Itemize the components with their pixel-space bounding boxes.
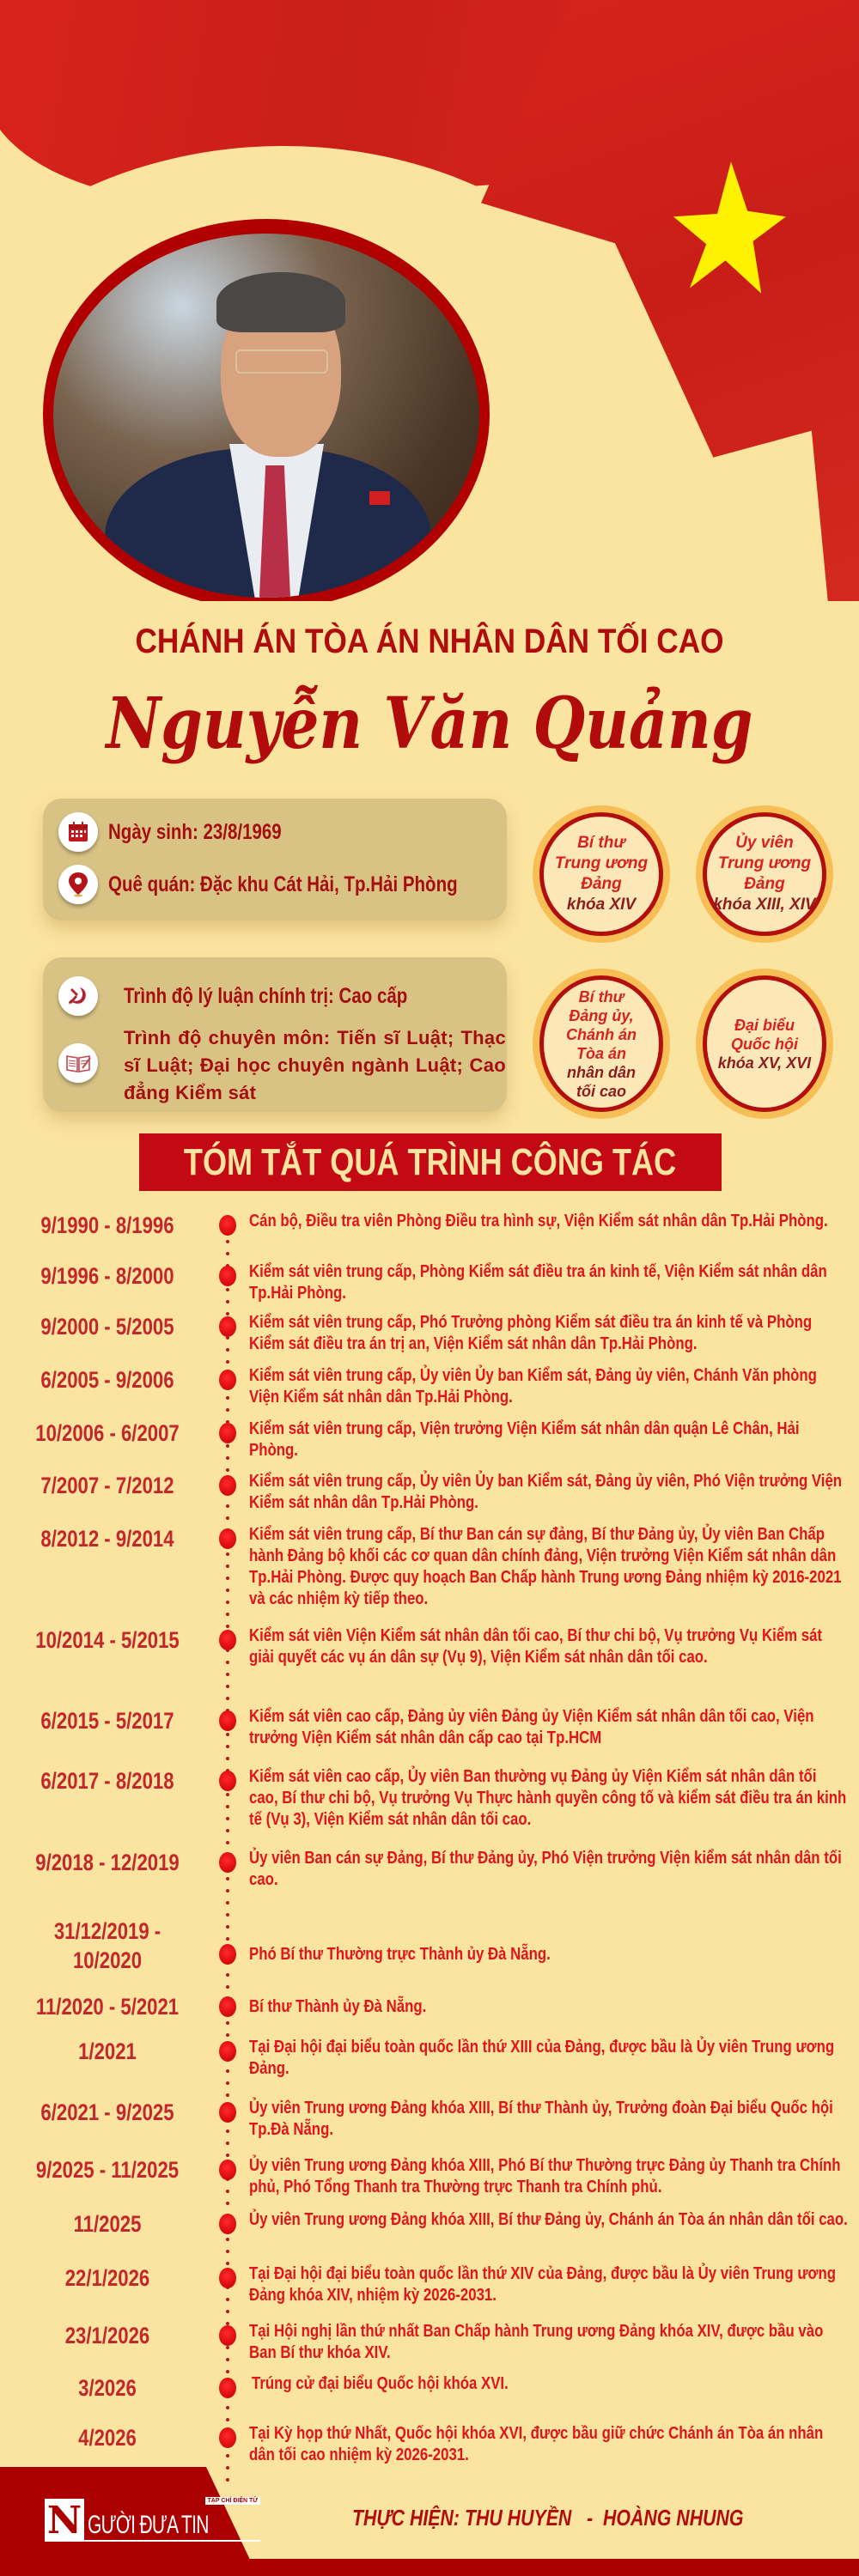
timeline-description: Tại Kỳ họp thứ Nhất, Quốc hội khóa XVI, được bầu giữ chức Chánh án Tòa án nhân dân tối cao nhiệm kỳ 2026-2031. [249, 2424, 824, 2464]
timeline-dot-icon [219, 1852, 236, 1873]
timeline-description: Ủy viên Ban cán sự Đảng, Bí thư Đảng ủy, Phó Viện trưởng Viện kiểm sát nhân dân tối cao. [249, 1849, 842, 1889]
timeline-description: Kiểm sát viên trung cấp, Phó Trưởng phòng Kiểm sát điều tra án kinh tế và Phòng Kiểm sát điều tra án trị an, Viện Kiểm sát nhân dân Tp.Hải Phòng. [249, 1313, 813, 1353]
timeline-date: 9/1996 - 8/2000 [40, 1263, 174, 1289]
birth-date: Ngày sinh: 23/8/1969 [108, 819, 282, 844]
badge-line: Đảng ủy, [569, 1006, 634, 1024]
timeline-dot-icon [219, 2214, 236, 2234]
logo-tagline: TẠP CHÍ ĐIỆN TỬ [205, 2497, 261, 2505]
hero-banner [0, 0, 859, 601]
timeline-date: 6/2021 - 9/2025 [40, 2099, 174, 2125]
timeline-dot-icon [219, 2325, 236, 2346]
badge-inner [539, 975, 663, 1112]
portrait-hair [216, 272, 345, 332]
timeline-date: 10/2014 - 5/2015 [35, 1627, 180, 1653]
badge-inner [703, 812, 826, 936]
timeline-dot-icon [219, 1475, 236, 1496]
flag-pin-icon [369, 491, 390, 505]
timeline-dot-icon [219, 1996, 236, 2017]
timeline-description: Tại Hội nghị lần thứ nhất Ban Chấp hành Trung ương Đảng khóa XIV, được bầu vào Ban Bí thư khóa XIV. [249, 2322, 824, 2362]
timeline-description: Ủy viên Trung ương Đảng khóa XIII, Bí thư Thành ủy, Trưởng đoàn Đại biểu Quốc hội Tp.Đà Nẵng. [249, 2099, 833, 2139]
timeline-description: Kiểm sát viên trung cấp, Ủy viên Ủy ban Kiểm sát, Đảng ủy viên, Phó Viện trưởng Viện Kiểm sát nhân dân Tp.Hải Phòng. [249, 1472, 843, 1512]
timeline-dot-icon [219, 1944, 236, 1965]
timeline-description: Tại Đại hội đại biểu toàn quốc lần thứ XIV của Đảng, được bầu là Ủy viên Trung ương Đảng khóa XIV, nhiệm kỳ 2026-2031. [249, 2264, 836, 2305]
timeline-date: 9/1990 - 8/1996 [40, 1212, 174, 1238]
qualification-panel [43, 957, 507, 1112]
badge-line: Chánh án [565, 1025, 637, 1043]
hometown-row [58, 865, 534, 904]
badge-line: Ủy viên [735, 834, 794, 852]
hammer-sickle-icon [58, 976, 98, 1016]
education-row [58, 1024, 506, 1107]
badge-line: Trung ương [554, 854, 649, 872]
badge-term: khóa XIII, XIV [713, 896, 816, 914]
timeline-date: 23/1/2026 [64, 2323, 150, 2348]
timeline-description: Trúng cử đại biểu Quốc hội khóa XVI. [252, 2374, 509, 2393]
badge-line: Trung ương [717, 854, 812, 872]
timeline-description: Cán bộ, Điều tra viên Phòng Điều tra hình sự, Viện Kiểm sát nhân dân Tp.Hải Phòng. [249, 1212, 828, 1230]
section-title: TÓM TẮT QUÁ TRÌNH CÔNG TÁC [184, 1140, 677, 1183]
timeline-dot-icon [219, 1528, 236, 1549]
timeline-description: Kiểm sát viên trung cấp, Ủy viên Ủy ban Kiểm sát, Đảng ủy viên, Chánh Văn phòng Viện Kiểm sát nhân dân Tp.Hải Phòng. [249, 1366, 817, 1406]
timeline-description: Kiểm sát viên trung cấp, Viện trưởng Viện Kiểm sát nhân dân quận Lê Chân, Hải Phòng. [249, 1419, 800, 1460]
badge-line: nhân dân [567, 1063, 636, 1081]
timeline-dot-icon [219, 1266, 236, 1286]
timeline-dot-icon [219, 2268, 236, 2288]
timeline-date: 6/2015 - 5/2017 [40, 1708, 174, 1734]
timeline-date: 3/2026 [78, 2375, 137, 2401]
badge-national-assembly [696, 969, 833, 1119]
timeline-description: Kiểm sát viên trung cấp, Bí thư Ban cán sự đảng, Bí thư Đảng ủy, Ủy viên Ban Chấp hành Đảng bộ khối các cơ quan dân chính đảng, Viện trưởng Viện Kiểm sát nhân dân Tp.Hải Phòng. Được quy hoạch Ban Chấp hành Trung ương Đảng nhiệm kỳ 2016-2021 và các nhiệm kỳ tiếp theo. [249, 1525, 842, 1608]
timeline-date: 10/2006 - 6/2007 [35, 1420, 180, 1446]
timeline-dot-icon [219, 1316, 236, 1337]
open-book-icon [58, 1043, 98, 1083]
badge-central-committee [696, 805, 833, 943]
timeline-dot-icon [219, 1215, 236, 1236]
education-level: Trình độ chuyên môn: Tiến sĩ Luật; Thạc sĩ Luật; Đại học chuyên ngành Luật; Cao đẳng Kiểm sát [124, 1027, 506, 1103]
person-name: Nguyễn Văn Quảng [106, 683, 753, 765]
timeline-dot-icon [219, 2427, 236, 2448]
timeline-description: Kiểm sát viên Viện Kiểm sát nhân dân tối cao, Bí thư chi bộ, Vụ trưởng Vụ Kiểm sát giải quyết các vụ án dân sự (Vụ 9), Viện Kiểm sát nhân dân tối cao. [249, 1626, 823, 1667]
badge-line: tối cao [576, 1082, 626, 1100]
badge-line: Đảng [581, 875, 622, 893]
timeline-date: 7/2007 - 7/2012 [40, 1473, 174, 1498]
badge-line: Quốc hội [731, 1035, 798, 1053]
publisher-logo[interactable] [45, 2499, 260, 2542]
timeline-dot-icon [219, 1370, 236, 1390]
timeline-dot-icon [219, 2378, 236, 2398]
birth-row [58, 812, 320, 852]
badge-inner [703, 975, 826, 1112]
timeline-date: 9/2025 - 11/2025 [35, 2157, 180, 2183]
timeline-dot-icon [219, 1423, 236, 1443]
timeline-description: Ủy viên Trung ương Đảng khóa XIII, Bí thư Đảng ủy, Chánh án Tòa án nhân dân tối cao. [249, 2210, 848, 2229]
timeline-dot-icon [219, 1710, 236, 1731]
timeline-dot-icon [219, 1630, 236, 1650]
timeline-dot-icon [219, 1771, 236, 1791]
footer-bar [0, 2559, 859, 2576]
location-pin-icon [58, 865, 98, 904]
political-level: Trình độ lý luận chính trị: Cao cấp [124, 983, 408, 1008]
badge-term: khóa XV, XVI [717, 1054, 812, 1072]
timeline-date: 9/2000 - 5/2005 [40, 1314, 174, 1340]
logo-letter: N [45, 2499, 84, 2542]
timeline-dot-icon [219, 2102, 236, 2123]
portrait-glasses [235, 349, 328, 374]
calendar-icon [58, 812, 98, 852]
position-title: CHÁNH ÁN TÒA ÁN NHÂN DÂN TỐI CAO [135, 623, 724, 660]
personal-info-panel [43, 799, 507, 920]
timeline-date: 1/2021 [78, 2038, 137, 2064]
badge-line: Tòa án [576, 1044, 626, 1062]
timeline-description: Phó Bí thư Thường trực Thành ủy Đà Nẵng. [249, 1945, 551, 1964]
timeline-description: Bí thư Thành ủy Đà Nẵng. [249, 1997, 427, 2016]
timeline-dot-icon [219, 2041, 236, 2062]
timeline-date: 11/2025 [73, 2211, 142, 2237]
badge-term: khóa XIV [566, 896, 637, 914]
timeline-date: 9/2018 - 12/2019 [35, 1850, 180, 1875]
timeline-date: 31/12/2019 - 10/2020 [53, 1918, 161, 1973]
hometown: Quê quán: Đặc khu Cát Hải, Tp.Hải Phòng [108, 872, 458, 896]
badge-inner [539, 812, 663, 936]
timeline-date: 8/2012 - 9/2014 [40, 1526, 174, 1552]
timeline-description: Ủy viên Trung ương Đảng khóa XIII, Phó Bí thư Thường trực Đảng ủy Thanh tra Chính phủ, Phó Tổng Thanh tra Thường trực Thanh tra Chính phủ. [249, 2156, 841, 2196]
timeline-date: 4/2026 [78, 2425, 137, 2451]
logo-wordmark [84, 2499, 260, 2542]
timeline-description: Tại Đại hội đại biểu toàn quốc lần thứ XIII của Đảng, được bầu là Ủy viên Trung ương Đảng. [249, 2038, 835, 2078]
timeline-description: Kiểm sát viên cao cấp, Ủy viên Ban thường vụ Đảng ủy Viện Kiểm sát nhân dân tối cao, Bí thư chi bộ, Vụ trưởng Vụ Thực hành quyền công tố và kiểm sát điều tra án kinh tế (Vụ 3), Viện Kiểm sát nhân dân tối cao. [249, 1767, 847, 1829]
timeline-dot-icon [219, 2160, 236, 2180]
timeline-description: Kiểm sát viên trung cấp, Phòng Kiểm sát điều tra án kinh tế, Viện Kiểm sát nhân dân Tp.Hải Phòng. [249, 1262, 827, 1303]
timeline-date: 6/2017 - 8/2018 [40, 1768, 174, 1794]
political-row [58, 976, 470, 1016]
star-icon [649, 159, 786, 296]
badge-line: Bí thư [578, 987, 624, 1005]
timeline-date: 11/2020 - 5/2021 [35, 1994, 180, 2020]
logo-name: GƯỜI ĐƯA TIN [88, 2511, 209, 2539]
timeline-date: 6/2005 - 9/2006 [40, 1367, 174, 1393]
timeline-date: 22/1/2026 [64, 2265, 150, 2291]
credits: THỰC HIỆN: THU HUYỀN - HOÀNG NHUNG [352, 2505, 744, 2530]
career-section-header [139, 1133, 722, 1191]
badge-secretariat-member [533, 805, 670, 943]
portrait-photo [53, 234, 479, 598]
badge-line: Đảng [744, 875, 785, 893]
timeline-description: Kiểm sát viên cao cấp, Đảng ủy viên Đảng ủy Viện Kiểm sát nhân dân tối cao, Viện trưởng Viện Kiểm sát nhân dân cấp cao tại Tp.HCM [249, 1707, 814, 1747]
badge-line: Bí thư [577, 834, 625, 852]
badge-line: Đại biểu [734, 1016, 795, 1034]
badge-chief-justice [533, 969, 670, 1119]
